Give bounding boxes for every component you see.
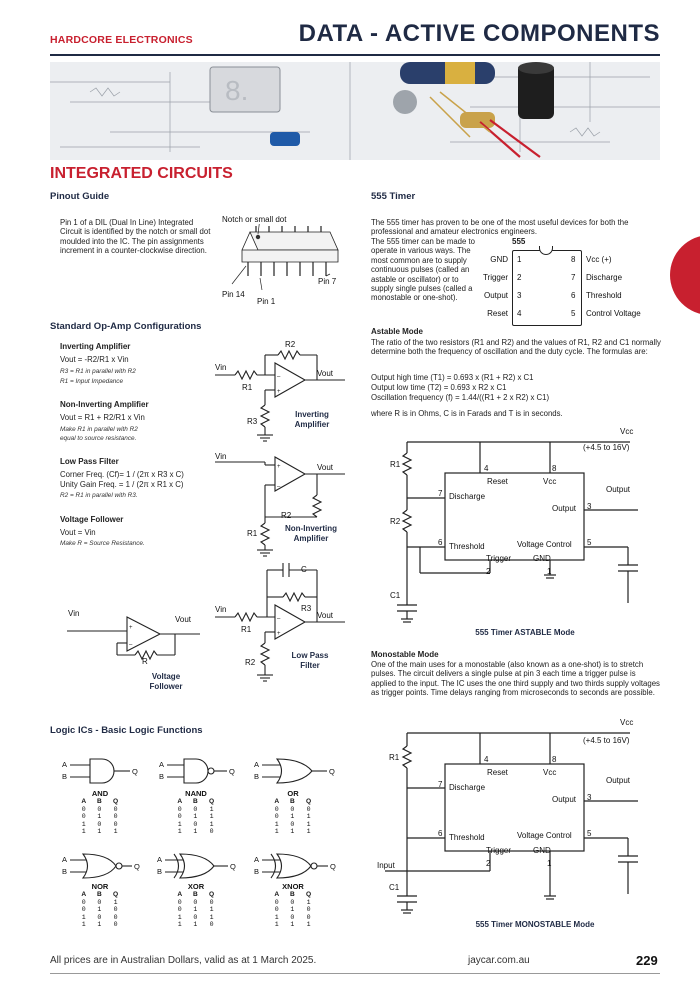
noninverting-note-1: Make R1 in parallel with R2 (60, 426, 138, 433)
noninverting-eq: Vout = R1 + R2/R1 x Vin (60, 413, 145, 422)
truth-cell: 0 (209, 921, 214, 929)
truth-cell: 0 (97, 820, 102, 828)
chip-pin-label-left: GND (490, 255, 508, 264)
svg-text:Vcc: Vcc (543, 477, 557, 486)
truth-table-nor (70, 882, 130, 929)
svg-text:Output: Output (552, 795, 577, 804)
svg-text:A: A (62, 760, 68, 769)
noninv-vout-label: Vout (317, 463, 334, 472)
truth-cell: 0 (193, 805, 198, 813)
lpf-r2-label: R2 (245, 658, 256, 667)
svg-text:+: + (277, 631, 281, 637)
truth-cell: 0 (290, 898, 295, 906)
truth-cell: 1 (290, 906, 295, 914)
truth-row (172, 899, 220, 907)
truth-cell: 1 (306, 813, 311, 821)
truth-cell: 1 (97, 921, 102, 929)
truth-row (76, 821, 124, 829)
chip-pin-number-right: 8 (571, 255, 576, 264)
xor-gate-symbol (165, 854, 228, 878)
svg-text:B: B (254, 867, 260, 876)
svg-text:4: 4 (484, 755, 489, 764)
truth-cell: 0 (81, 898, 86, 906)
svg-text:Output: Output (552, 504, 577, 513)
svg-text:(+4.5 to 16V): (+4.5 to 16V) (583, 443, 630, 452)
chapter-tab[interactable] (670, 235, 700, 315)
svg-text:7: 7 (438, 780, 443, 789)
truth-row (269, 813, 317, 821)
truth-header: Q (306, 891, 312, 898)
truth-cell: 0 (306, 805, 311, 813)
inv-vout-label: Vout (317, 369, 334, 378)
svg-text:R2: R2 (390, 517, 401, 526)
svg-text:Trigger: Trigger (486, 554, 512, 563)
truth-row (172, 914, 220, 922)
truth-cell: 1 (177, 913, 182, 921)
truth-cell: 0 (97, 913, 102, 921)
svg-text:Discharge: Discharge (449, 492, 486, 501)
truth-cell: 0 (177, 906, 182, 914)
truth-cell: 1 (81, 921, 86, 929)
logic-gates-row2 (62, 850, 352, 885)
noninv-r2-label: R2 (281, 511, 292, 520)
truth-row (76, 899, 124, 907)
lpf-r3-label: R3 (301, 604, 312, 613)
truth-table-xnor (263, 882, 323, 929)
svg-text:B: B (159, 772, 165, 781)
truth-header: A (81, 798, 87, 805)
astable-caption: 555 Timer ASTABLE Mode (475, 628, 575, 637)
svg-text:–: – (277, 484, 281, 490)
timer-heading: 555 Timer (371, 191, 416, 202)
svg-text:A: A (157, 855, 163, 864)
lpf-r1-label: R1 (241, 625, 252, 634)
truth-cell: 1 (113, 828, 118, 836)
astable-circuit (380, 425, 660, 625)
svg-text:–: – (129, 642, 133, 648)
svg-text:–: – (277, 374, 281, 380)
chip-pin-label-right: Vcc (+) (586, 255, 612, 264)
svg-text:Q: Q (132, 767, 138, 776)
truth-header: Q (306, 798, 312, 805)
truth-cell: 0 (113, 921, 118, 929)
truth-header: Q (209, 891, 215, 898)
svg-text:5: 5 (587, 538, 592, 547)
truth-cell: 1 (81, 828, 86, 836)
truth-cell: 1 (274, 828, 279, 836)
truth-header: A (177, 798, 183, 805)
truth-row (269, 906, 317, 914)
truth-header: Q (209, 798, 215, 805)
truth-cell: 0 (290, 913, 295, 921)
svg-text:1: 1 (547, 567, 552, 576)
svg-text:Input: Input (377, 861, 395, 870)
truth-cell: 1 (113, 898, 118, 906)
truth-cell: 0 (97, 805, 102, 813)
svg-text:Discharge: Discharge (449, 783, 486, 792)
svg-text:+: + (129, 625, 133, 631)
header-rule (50, 54, 660, 56)
truth-cell: 0 (177, 898, 182, 906)
truth-cell: 0 (306, 913, 311, 921)
truth-row (76, 906, 124, 914)
lowpass-eq-1: Corner Freq. (Cf)= 1 / (2π x R3 x C) (60, 470, 184, 479)
svg-text:B: B (62, 772, 68, 781)
inverting-note-1: R3 = R1 in parallel with R2 (60, 368, 136, 375)
gate-name: NAND (185, 789, 207, 798)
truth-cell: 0 (290, 805, 295, 813)
formula-t2: Output low time (T2) = 0.693 x R2 x C1 (371, 383, 507, 392)
truth-cell: 0 (274, 805, 279, 813)
inverting-caption: Inverting Amplifier (294, 410, 330, 429)
truth-cell: 1 (193, 828, 198, 836)
footer-rule (50, 973, 660, 974)
inv-vin-label: Vin (215, 363, 227, 372)
chip-pin-number-right: 5 (571, 309, 576, 318)
truth-cell: 1 (306, 828, 311, 836)
svg-text:Trigger: Trigger (486, 846, 512, 855)
logic-heading: Logic ICs - Basic Logic Functions (50, 725, 203, 736)
timer-intro-2: The 555 timer can be made to operate in various ways. The most common are to supply continuous pulses (called an astable or oscillator) or to supply single pulses (called a monostable or one-shot). (371, 237, 476, 303)
noninverting-title: Non-Inverting Amplifier (60, 400, 149, 409)
truth-row (269, 806, 317, 814)
svg-text:8.: 8. (225, 75, 249, 106)
inv-r3-label: R3 (247, 417, 258, 426)
or-gate-symbol (262, 759, 327, 783)
svg-text:8: 8 (552, 755, 557, 764)
svg-text:Output: Output (606, 776, 631, 785)
follower-caption: Voltage Follower (149, 672, 183, 691)
truth-cell: 1 (290, 813, 295, 821)
truth-row (172, 906, 220, 914)
noninverting-caption: Non-Inverting Amplifier (285, 524, 337, 543)
monostable-circuit (375, 716, 660, 916)
chip-pin-number-right: 6 (571, 291, 576, 300)
lpf-c-label: C (301, 565, 307, 574)
truth-row (76, 828, 124, 836)
truth-row (269, 828, 317, 836)
chip-pin-number-left: 3 (517, 291, 522, 300)
svg-text:Threshold: Threshold (449, 542, 485, 551)
svg-text:Threshold: Threshold (449, 833, 485, 842)
svg-text:(+4.5 to 16V): (+4.5 to 16V) (583, 736, 630, 745)
dil-chip-body (242, 232, 338, 262)
truth-row (172, 821, 220, 829)
truth-cell: 1 (97, 906, 102, 914)
pinout-heading: Pinout Guide (50, 191, 110, 202)
truth-cell: 1 (81, 913, 86, 921)
follower-vout-label: Vout (175, 615, 192, 624)
truth-row (76, 813, 124, 821)
svg-text:A: A (254, 855, 260, 864)
svg-text:A: A (254, 760, 260, 769)
truth-cell: 0 (113, 813, 118, 821)
svg-text:–: – (277, 616, 281, 622)
truth-cell: 0 (274, 906, 279, 914)
page-number: 229 (636, 953, 658, 968)
chip-pin-label-right: Discharge (586, 273, 623, 282)
chip-pin-label-left: Reset (487, 309, 508, 318)
svg-text:B: B (254, 772, 260, 781)
lowpass-caption: Low Pass Filter (291, 651, 329, 670)
truth-row (76, 806, 124, 814)
truth-cell: 1 (209, 820, 214, 828)
svg-text:Vcc: Vcc (620, 718, 634, 727)
lpf-vin-label: Vin (215, 605, 227, 614)
truth-cell: 0 (113, 906, 118, 914)
opamp-circuits (205, 335, 355, 705)
astable-text: The ratio of the two resistors (R1 and R2) and the values of R1, R2 and C1 normally determine both the frequency of oscillation and the duty cycle. The formulas are: (371, 338, 661, 357)
truth-row (269, 921, 317, 929)
lowpass-note: R2 = R1 in parallel with R3. (60, 492, 138, 499)
xnor-gate-symbol (262, 854, 328, 878)
truth-cell: 0 (193, 913, 198, 921)
truth-cell: 0 (193, 898, 198, 906)
svg-text:B: B (157, 867, 163, 876)
svg-text:Q: Q (230, 862, 236, 871)
truth-cell: 1 (274, 820, 279, 828)
formula-t1: Output high time (T1) = 0.693 x (R1 + R2) x C1 (371, 373, 534, 382)
truth-cell: 0 (209, 898, 214, 906)
inverting-eq: Vout = -R2/R1 x Vin (60, 355, 129, 364)
truth-header: B (192, 798, 198, 805)
truth-header: A (274, 891, 280, 898)
truth-cell: 0 (274, 813, 279, 821)
truth-row (172, 828, 220, 836)
truth-row (172, 813, 220, 821)
truth-cell: 0 (177, 813, 182, 821)
truth-cell: 1 (306, 921, 311, 929)
truth-table-and (70, 789, 130, 836)
truth-cell: 1 (97, 813, 102, 821)
svg-text:A: A (62, 855, 68, 864)
truth-row (269, 821, 317, 829)
truth-header: A (274, 798, 280, 805)
svg-text:+: + (277, 464, 281, 470)
truth-cell: 1 (274, 913, 279, 921)
truth-row (269, 899, 317, 907)
chip-pin-number-left: 4 (517, 309, 522, 318)
truth-cell: 0 (81, 906, 86, 914)
truth-cell: 1 (193, 906, 198, 914)
gate-name: XNOR (282, 882, 304, 891)
truth-header: B (96, 891, 102, 898)
svg-text:C1: C1 (390, 591, 401, 600)
lpf-vout-label: Vout (317, 611, 334, 620)
truth-cell: 1 (193, 813, 198, 821)
truth-cell: 1 (306, 820, 311, 828)
svg-text:7: 7 (438, 489, 443, 498)
truth-cell: 0 (177, 805, 182, 813)
follower-r-label: R (142, 657, 148, 665)
truth-header: B (289, 891, 295, 898)
truth-cell: 0 (97, 898, 102, 906)
voltage-follower-circuit (65, 605, 205, 665)
pinout-text: Pin 1 of a DIL (Dual In Line) Integrated Circuit is identified by the notch or small dot moulded into the IC. The pin assignments increment in a counter-clockwise direction. (60, 218, 211, 256)
svg-text:Q: Q (134, 862, 140, 871)
footer-prices: All prices are in Australian Dollars, valid as at 1 March 2025. (50, 955, 317, 966)
svg-text:+: + (277, 389, 281, 395)
noninverting-note-2: equal to source resistance. (60, 435, 137, 442)
svg-text:Voltage Control: Voltage Control (517, 540, 572, 549)
chip-pin-number-right: 7 (571, 273, 576, 282)
truth-cell: 0 (306, 906, 311, 914)
mono-text: One of the main uses for a monostable (also known as a one-shot) is to stretch pulses. The circuit delivers a single pulse at pin 3 each time a trigger pulse is applied to the input. The IC uses the one third supply and two thirds supply voltages as trigger points. Time delays ranging from microseconds to seconds are possible. (371, 660, 660, 698)
follower-eq: Vout = Vin (60, 528, 96, 537)
truth-row (172, 806, 220, 814)
noninv-r1-label: R1 (247, 529, 258, 538)
follower-vin-label: Vin (68, 609, 80, 618)
svg-text:2: 2 (486, 567, 491, 576)
svg-text:2: 2 (486, 859, 491, 868)
page-title: DATA - ACTIVE COMPONENTS (298, 20, 660, 47)
truth-header: A (177, 891, 183, 898)
gate-name: OR (287, 789, 299, 798)
inverting-note-2: R1 = Input Impedance (60, 378, 124, 385)
truth-cell: 1 (177, 921, 182, 929)
timer-intro: The 555 timer has proven to be one of the most useful devices for both the professional and amateur electronics engineers. (371, 218, 629, 237)
follower-title: Voltage Follower (60, 515, 124, 524)
truth-header: Q (113, 798, 119, 805)
chip-pin-label-left: Trigger (482, 273, 508, 282)
truth-header: B (289, 798, 295, 805)
svg-text:R1: R1 (390, 460, 401, 469)
gate-name: AND (91, 789, 109, 798)
truth-cell: 1 (274, 921, 279, 929)
nand-gate-symbol (167, 759, 227, 783)
banner-photo (50, 62, 660, 160)
truth-cell: 0 (113, 805, 118, 813)
truth-cell: 0 (274, 898, 279, 906)
gate-name: NOR (91, 882, 109, 891)
truth-cell: 1 (177, 820, 182, 828)
truth-cell: 0 (193, 820, 198, 828)
svg-text:C1: C1 (389, 883, 400, 892)
mono-heading: Monostable Mode (371, 650, 439, 659)
chip-555-label: 555 (512, 237, 526, 246)
chip-pin-number-left: 1 (517, 255, 522, 264)
astable-heading: Astable Mode (371, 327, 424, 336)
formula-units: where R is in Ohms, C is in Farads and T is in seconds. (371, 409, 563, 418)
svg-text:Q: Q (329, 767, 335, 776)
svg-text:Reset: Reset (487, 768, 508, 777)
nor-gate-symbol (70, 854, 132, 878)
inv-r2-label: R2 (285, 340, 296, 349)
truth-row (76, 921, 124, 929)
footer-site-link[interactable]: jaycar.com.au (468, 955, 530, 966)
notch-label: Notch or small dot (222, 215, 287, 224)
svg-text:3: 3 (587, 793, 592, 802)
truth-cell: 1 (209, 805, 214, 813)
truth-cell: 0 (209, 828, 214, 836)
truth-table-nand (166, 789, 226, 836)
chip-pin-label-left: Output (483, 291, 508, 300)
svg-text:8: 8 (552, 464, 557, 473)
truth-cell: 1 (209, 813, 214, 821)
svg-text:R1: R1 (389, 753, 400, 762)
truth-row (76, 914, 124, 922)
truth-table-or (263, 789, 323, 836)
pin1-label: Pin 1 (257, 297, 276, 306)
lowpass-eq-2: Unity Gain Freq. = 1 / (2π x R1 x C) (60, 480, 184, 489)
follower-note: Make R = Source Resistance. (60, 540, 145, 547)
svg-text:A: A (159, 760, 165, 769)
noninv-vin-label: Vin (215, 452, 227, 461)
truth-cell: 0 (290, 820, 295, 828)
inverting-title: Inverting Amplifier (60, 342, 131, 351)
mono-caption: 555 Timer MONOSTABLE Mode (475, 920, 595, 929)
svg-text:Vcc: Vcc (620, 427, 634, 436)
svg-text:Voltage Control: Voltage Control (517, 831, 572, 840)
brand-label: HARDCORE ELECTRONICS (50, 34, 193, 46)
pin7-label: Pin 7 (318, 277, 337, 286)
truth-cell: 0 (113, 820, 118, 828)
truth-header: B (192, 891, 198, 898)
svg-text:4: 4 (484, 464, 489, 473)
svg-text:GND: GND (533, 554, 551, 563)
truth-table-xor (166, 882, 226, 929)
opamp-heading: Standard Op-Amp Configurations (50, 321, 202, 332)
svg-text:GND: GND (533, 846, 551, 855)
pin14-label: Pin 14 (222, 290, 245, 299)
truth-header: A (81, 891, 87, 898)
svg-text:6: 6 (438, 829, 443, 838)
section-title: INTEGRATED CIRCUITS (50, 165, 233, 182)
logic-gates-row1 (62, 755, 352, 790)
truth-cell: 1 (97, 828, 102, 836)
inv-r1-label: R1 (242, 383, 253, 392)
lowpass-title: Low Pass Filter (60, 457, 119, 466)
chip-notch (539, 246, 553, 255)
truth-cell: 1 (193, 921, 198, 929)
svg-text:Q: Q (229, 767, 235, 776)
truth-cell: 1 (290, 921, 295, 929)
svg-text:3: 3 (587, 502, 592, 511)
formula-freq: Oscillation frequency (f) = 1.44/((R1 + 2 x R2) x C1) (371, 393, 550, 402)
svg-text:Q: Q (330, 862, 336, 871)
truth-cell: 1 (209, 913, 214, 921)
truth-cell: 1 (177, 828, 182, 836)
svg-text:Reset: Reset (487, 477, 508, 486)
truth-row (172, 921, 220, 929)
svg-text:Vcc: Vcc (543, 768, 557, 777)
truth-header: Q (113, 891, 119, 898)
gate-name: XOR (187, 882, 205, 891)
svg-text:5: 5 (587, 829, 592, 838)
svg-text:6: 6 (438, 538, 443, 547)
truth-row (269, 914, 317, 922)
truth-cell: 0 (81, 813, 86, 821)
chip-pin-label-right: Threshold (586, 291, 622, 300)
svg-text:B: B (62, 867, 68, 876)
chip-pin-label-right: Control Voltage (586, 309, 641, 318)
truth-header: B (96, 798, 102, 805)
truth-cell: 0 (81, 805, 86, 813)
svg-text:Output: Output (606, 485, 631, 494)
chip-pin-number-left: 2 (517, 273, 522, 282)
truth-cell: 1 (306, 898, 311, 906)
truth-cell: 1 (81, 820, 86, 828)
svg-text:1: 1 (547, 859, 552, 868)
and-gate-symbol (70, 759, 130, 783)
truth-cell: 0 (113, 913, 118, 921)
truth-cell: 1 (209, 906, 214, 914)
truth-cell: 1 (290, 828, 295, 836)
